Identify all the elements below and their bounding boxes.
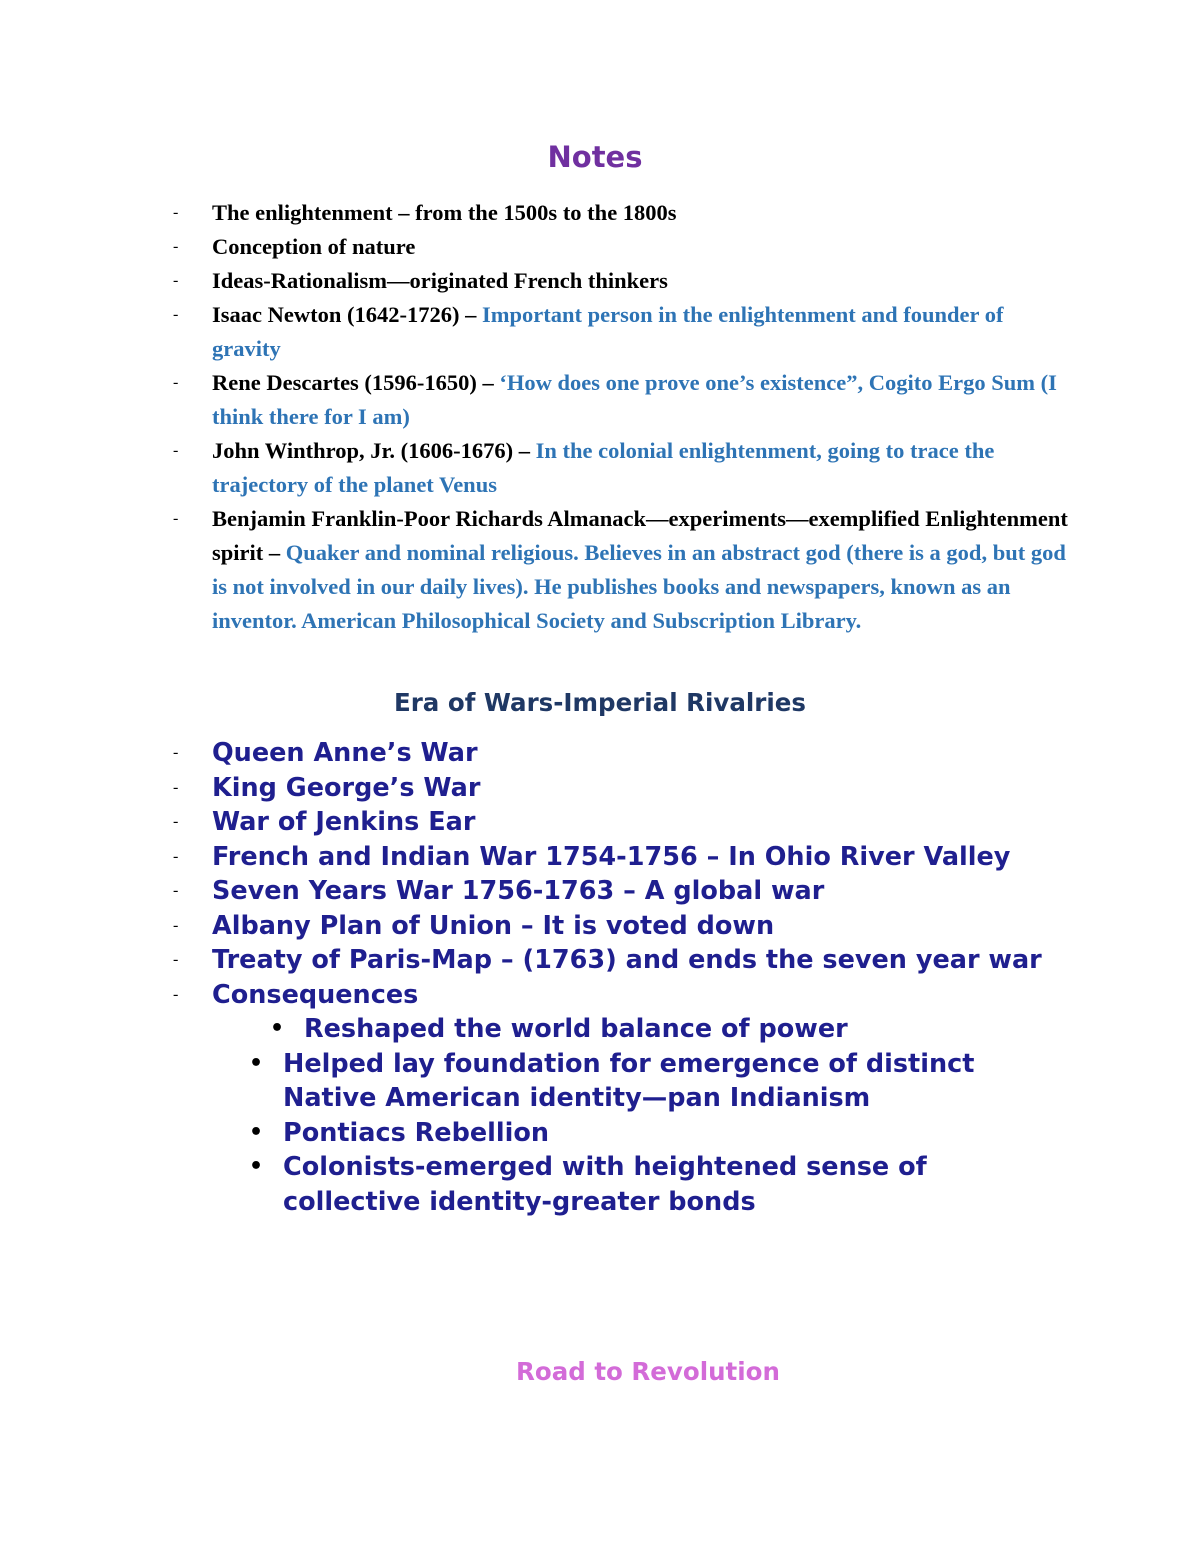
list-item xyxy=(171,366,1071,434)
war-item-text: Treaty of Paris-Map – (1763) and ends the seven year war xyxy=(212,945,1042,975)
dash-marker: - xyxy=(173,204,179,221)
dash-marker: - xyxy=(173,813,179,830)
war-item-text: King George’s War xyxy=(212,772,481,803)
note-main-text: The enlightenment – from the 1500s to the 1800s xyxy=(212,200,677,225)
dash-marker: - xyxy=(173,272,179,289)
list-item xyxy=(171,771,1071,806)
war-item-text: Albany Plan of Union – It is voted down xyxy=(212,910,775,941)
list-item xyxy=(171,1012,1071,1047)
dash-marker: - xyxy=(173,744,179,761)
list-item xyxy=(171,196,1071,230)
war-item-text: Seven Years War 1756-1763 – A global war xyxy=(212,876,825,906)
consequence-text: Pontiacs Rebellion xyxy=(283,1117,550,1148)
list-item xyxy=(171,805,1071,840)
consequence-text: Colonists-emerged with heightened sense of collective identity-greater bonds xyxy=(283,1152,927,1217)
note-main-text: Isaac Newton (1642-1726) – xyxy=(212,302,482,327)
note-main-text: John Winthrop, Jr. (1606-1676) – xyxy=(212,438,536,463)
dash-marker: - xyxy=(173,882,179,899)
list-item xyxy=(171,736,1071,771)
consequences-list xyxy=(171,1012,1071,1219)
note-detail-text: Important person in the enlightenment and founder of gravity xyxy=(212,302,1004,361)
dash-marker: - xyxy=(173,442,179,459)
war-item-text: Queen Anne’s War xyxy=(212,738,478,768)
dash-marker: - xyxy=(173,778,179,796)
note-main-text: Ideas-Rationalism—originated French thinkers xyxy=(212,268,668,293)
list-item xyxy=(171,1116,1071,1151)
note-main-text: Rene Descartes (1596-1650) – xyxy=(212,370,500,395)
era-heading: Era of Wars-Imperial Rivalries xyxy=(393,688,806,717)
dash-marker: - xyxy=(173,985,179,1003)
bullet-marker: • xyxy=(249,1119,264,1145)
bullet-marker: • xyxy=(270,1016,285,1041)
bullet-marker: • xyxy=(249,1050,264,1076)
list-item xyxy=(171,1150,1071,1219)
war-item-text: War of Jenkins Ear xyxy=(212,807,476,837)
list-item xyxy=(171,434,1071,502)
bullet-marker: • xyxy=(249,1154,264,1179)
consequence-text: Reshaped the world balance of power xyxy=(304,1014,848,1044)
road-heading: Road to Revolution xyxy=(516,1357,780,1386)
notes-heading: Notes xyxy=(547,140,643,174)
dash-marker: - xyxy=(173,306,179,323)
dash-marker: - xyxy=(173,847,179,865)
wars-list xyxy=(171,736,1071,1219)
list-item xyxy=(171,840,1071,875)
list-item xyxy=(171,978,1071,1220)
list-item xyxy=(171,909,1071,944)
note-detail-text: In the colonial enlightenment, going to trace the trajectory of the planet Venus xyxy=(212,438,995,497)
dash-marker: - xyxy=(173,916,179,934)
list-item xyxy=(171,874,1071,909)
list-item xyxy=(171,298,1071,366)
consequence-text: Helped lay foundation for emergence of distinct Native American identity—pan Indianism xyxy=(283,1048,975,1113)
notes-list xyxy=(171,196,1071,638)
dash-marker: - xyxy=(173,951,179,968)
dash-marker: - xyxy=(173,238,179,255)
note-detail-text: ‘How does one prove one’s existence”, Cogito Ergo Sum (I think there for I am) xyxy=(212,370,1057,429)
list-item xyxy=(171,1047,1071,1116)
dash-marker: - xyxy=(173,510,179,527)
war-item-text: French and Indian War 1754-1756 – In Ohio River Valley xyxy=(212,841,1011,872)
list-item xyxy=(171,502,1071,638)
note-main-text: Conception of nature xyxy=(212,234,416,259)
note-main-text: Benjamin Franklin-Poor Richards Almanack—experiments—exemplified Enlightenment spirit – xyxy=(212,506,1068,565)
list-item xyxy=(171,230,1071,264)
list-item xyxy=(171,943,1071,978)
war-item-text: Consequences xyxy=(212,979,419,1010)
list-item xyxy=(171,264,1071,298)
dash-marker: - xyxy=(173,374,179,391)
note-detail-text: Quaker and nominal religious. Believes in an abstract god (there is a god, but god is not involved in our daily lives). He publishes books and newspapers, known as an inventor. American Philosophical Society and Subscription Library. xyxy=(212,540,1066,633)
